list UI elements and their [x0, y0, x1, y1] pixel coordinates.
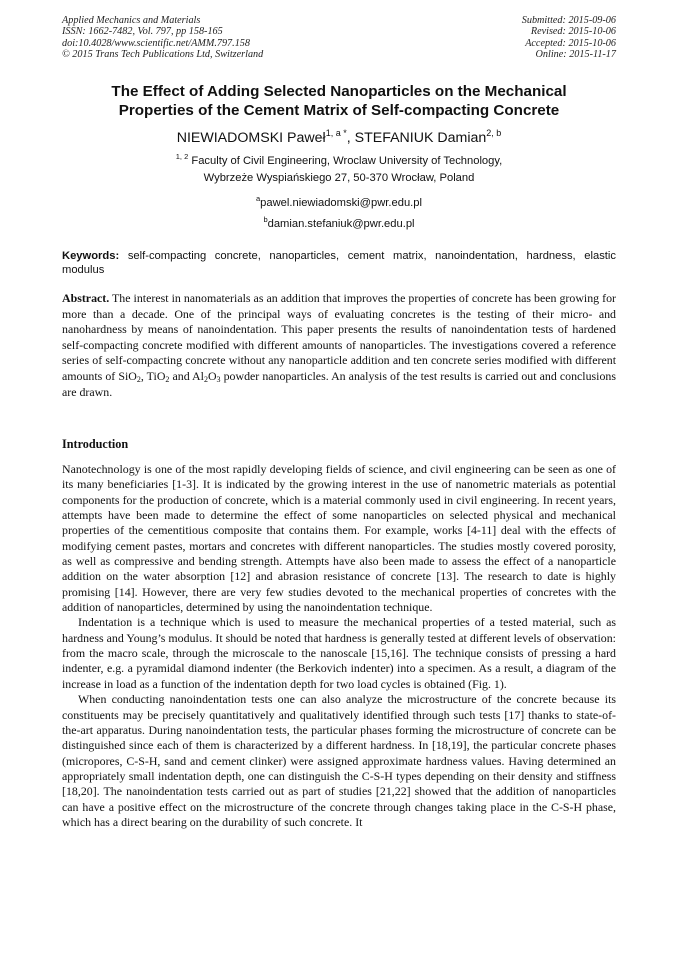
affiliation-line-2: [62, 171, 616, 185]
affiliation-address: Wybrzeże Wyspiańskiego 27, 50-370 Wrocław, Poland: [203, 172, 475, 184]
date-online: Online: 2015-11-17: [535, 49, 616, 61]
abstract-subscript-2: 2: [165, 374, 170, 384]
email-line-b: [62, 213, 616, 231]
email-a-marker: a: [255, 194, 261, 203]
journal-copyright: © 2015 Trans Tech Publications Ltd, Switzerland: [62, 49, 264, 61]
introduction-body: [62, 462, 616, 830]
email-b[interactable]: damian.stefaniuk@pwr.edu.pl: [267, 218, 415, 230]
keywords-block: [62, 249, 616, 277]
abstract-text-4: O: [207, 368, 217, 383]
journal-header: [62, 15, 616, 61]
email-line-a: [62, 192, 616, 210]
abstract-label: Abstract.: [62, 291, 110, 305]
abstract-text-2: , TiO: [140, 368, 166, 383]
author-list: [62, 124, 616, 147]
author-2-name: STEFANIUK Damian: [354, 130, 487, 146]
intro-paragraph-3: When conducting nanoindentation tests one can also analyze the microstructure of the concrete because its constituents may be precisely quantitatively and qualitatively identified through such tests [17] thanks to state-of-the-art apparatus. During nanoindentation tests, the particular phases forming the microstructure of concrete can be distinguished since each of them is characterized by a different hardness. In [18,19], the particular concrete phases (micropores, C-S-H, sand and cement clinker) were assigned approximate hardness values. Having determined an appropriately small indentation depth, one can distinguish the C-S-H types depending on their density and stiffness [18,20]. The nanoindentation tests carried out as part of studies [21,22] showed that the addition of nanoparticles can have a positive effect on the microstructure of the concrete through changes taking place in the C-S-H phase, which has a direct bearing on the durability of such concrete. It: [62, 692, 616, 829]
publication-dates: [522, 15, 616, 61]
affiliation-marker: 1, 2: [175, 152, 189, 161]
keywords-label: Keywords:: [62, 250, 120, 262]
author-separator: ,: [346, 130, 355, 146]
abstract-text-1: The interest in nanomaterials as an addition that improves the properties of concrete has been growing for more than a decade. One of the principal ways of evaluating concretes is the testing of their micro- and nanohardness by means of nanoindentation. This paper presents the results of nanoindentation tests of hardened self-compacting concrete modified with different amounts of nanoparticles. The investigations covered a reference series of self-compacting concrete without any nanoparticle addition and ten concrete series modified with different amounts of SiO: [62, 291, 616, 383]
author-1-name: NIEWIADOMSKI Paweł: [176, 130, 326, 146]
title-line-2: Properties of the Cement Matrix of Self-compacting Concrete: [118, 102, 560, 119]
journal-info: [62, 15, 263, 61]
abstract-subscript-3: 2: [203, 374, 208, 384]
abstract-text-5: powder nanoparticles. An analysis of the test results is carried out and conclusions are drawn.: [62, 368, 616, 399]
abstract-subscript-4: 3: [216, 374, 221, 384]
abstract-text-3: and Al: [169, 368, 204, 383]
author-1-affiliation-marker: 1, a *: [325, 128, 347, 138]
title-line-1: The Effect of Adding Selected Nanoparticles on the Mechanical: [111, 83, 567, 100]
affiliation-institution: Faculty of Civil Engineering, Wroclaw University of Technology,: [188, 155, 503, 167]
abstract-block: [62, 291, 616, 400]
affiliation-line-1: [62, 150, 616, 168]
journal-issn: ISSN: 1662-7482, Vol. 797, pp 158-165: [62, 26, 223, 38]
journal-doi: doi:10.4028/www.scientific.net/AMM.797.158: [62, 37, 250, 49]
author-2-affiliation-marker: 2, b: [486, 128, 502, 138]
intro-paragraph-1: Nanotechnology is one of the most rapidly developing fields of science, and civil engineering can be seen as one of its many beneficiaries [1-3]. It is indicated by the growing interest in the use of nanometric materials as potential components for the production of concrete, which is a material commonly used in civil engineering. In recent years, attempts have been made to determine the effect of some nanoparticles on selected physical and mechanical properties of the cementitious composite that contains them. For example, works [4-11] deal with the effects of modifying cement pastes, mortars and concretes with different nanoparticles. The studies mostly covered porosity, as well as compressive and bending strength. Attempts have also been made to assess the effect of a nanoparticle addition on the water absorption [12] and abrasion resistance of concrete [13]. The research to date is highly promising [14]. However, there are very few studies devoted to the mechanical properties of concretes with the addition of nanoparticles, determined by using the nanoindentation technique.: [62, 462, 616, 615]
email-a[interactable]: pawel.niewiadomski@pwr.edu.pl: [260, 197, 423, 209]
date-accepted: Accepted: 2015-10-06: [525, 37, 616, 49]
email-b-marker: b: [263, 215, 268, 224]
journal-name: Applied Mechanics and Materials: [62, 15, 201, 26]
keywords-text: self-compacting concrete, nanoparticles, cement matrix, nanoindentation, hardness, elastic modulus: [62, 250, 616, 276]
section-heading-introduction: Introduction: [62, 437, 129, 451]
paper-title: [62, 82, 616, 120]
date-revised: Revised: 2015-10-06: [530, 26, 616, 38]
intro-paragraph-2: Indentation is a technique which is used to measure the mechanical properties of a tested material, such as hardness and Young’s modulus. It should be noted that hardness is generally tested at different levels of observation: from the macro scale, through the microscale to the nanoscale [15,16]. The technique consists of pressing a hard indenter, e.g. a pyramidal diamond indenter (the Berkovich indenter) into a specimen. As a result, a diagram of the increase in load as a function of the indentation depth for two load cycles is obtained (Fig. 1).: [62, 615, 616, 691]
abstract-subscript-1: 2: [136, 374, 141, 384]
date-submitted: Submitted: 2015-09-06: [521, 15, 616, 26]
